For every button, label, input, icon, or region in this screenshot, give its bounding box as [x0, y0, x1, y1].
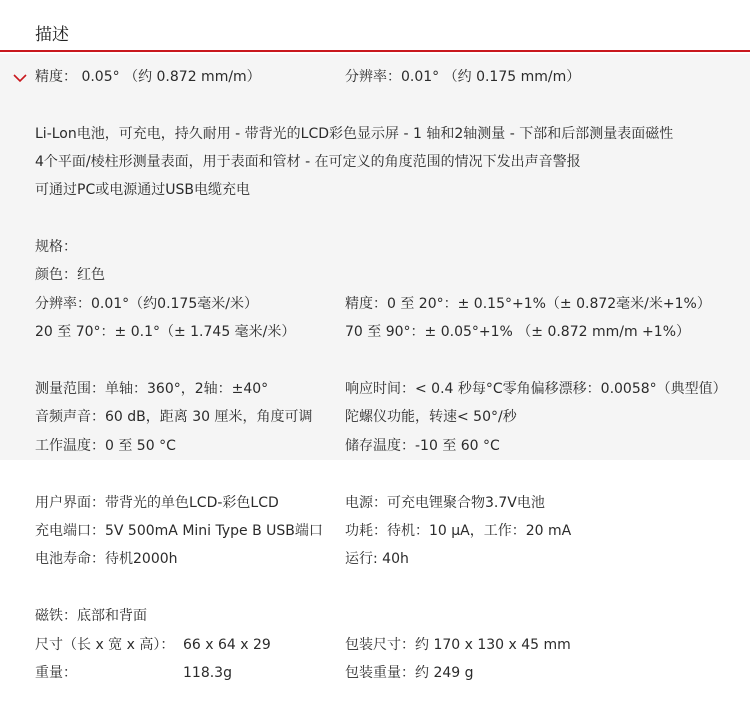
spec-measure-range: 测量范围：单轴：360°，2轴：±40° — [35, 381, 269, 397]
spec-power: 电源：可充电锂聚合物3.7V电池 — [345, 495, 545, 511]
description-panel — [0, 54, 750, 460]
spec-battery-life: 电池寿命：待机2000h — [35, 551, 178, 567]
summary-resolution: 分辨率：0.01° （约 0.175 mm/m） — [345, 69, 581, 85]
spec-port: 充电端口：5V 500mA Mini Type B USB端口 — [35, 523, 323, 539]
spec-gyro: 陀螺仪功能，转速< 50°/秒 — [345, 409, 517, 425]
spec-weight-value: 118.3g — [183, 665, 232, 681]
spec-magnet: 磁铁：底部和背面 — [35, 608, 147, 624]
chevron-down-icon[interactable] — [12, 72, 28, 84]
spec-color: 颜色：红色 — [35, 267, 105, 283]
spec-response: 响应时间：< 0.4 秒每°C零角偏移漂移：0.0058°（典型值） — [345, 381, 727, 397]
spec-package-size: 包装尺寸：约 170 x 130 x 45 mm — [345, 637, 571, 653]
spec-range-70-90: 70 至 90°：± 0.05°+1% （± 0.872 mm/m +1%） — [345, 324, 691, 340]
spec-precision: 精度：0 至 20°：± 0.15°+1%（± 0.872毫米/米+1%） — [345, 296, 711, 312]
spec-size-value: 66 x 64 x 29 — [183, 637, 271, 653]
summary-precision: 精度： 0.05° （约 0.872 mm/m） — [35, 69, 261, 85]
spec-size-label: 尺寸（长 x 宽 x 高）： — [35, 637, 175, 653]
section-title: 描述 — [35, 25, 69, 45]
description-header — [0, 0, 750, 52]
specs-heading: 规格： — [35, 239, 77, 255]
feature-line: Li-Lon电池，可充电，持久耐用 - 带背光的LCD彩色显示屏 - 1 轴和2轴测量 - 下部和后部测量表面磁性 — [35, 126, 674, 142]
spec-consumption: 功耗：待机：10 µA，工作：20 mA — [345, 523, 572, 539]
spec-storage-temp: 储存温度：-10 至 60 °C — [345, 438, 500, 454]
spec-ui: 用户界面：带背光的单色LCD-彩色LCD — [35, 495, 279, 511]
spec-op-temp: 工作温度：0 至 50 °C — [35, 438, 176, 454]
feature-line: 可通过PC或电源通过USB电缆充电 — [35, 182, 250, 198]
spec-runtime: 运行: 40h — [345, 551, 409, 567]
spec-weight-label: 重量： — [35, 665, 77, 681]
spec-audio: 音频声音：60 dB，距离 30 厘米，角度可调 — [35, 409, 313, 425]
spec-package-weight: 包装重量：约 249 g — [345, 665, 474, 681]
spec-range-20-70: 20 至 70°：± 0.1°（± 1.745 毫米/米） — [35, 324, 296, 340]
spec-resolution: 分辨率：0.01°（约0.175毫米/米） — [35, 296, 258, 312]
feature-line: 4个平面/棱柱形测量表面，用于表面和管材 - 在可定义的角度范围的情况下发出声音警报 — [35, 154, 581, 170]
